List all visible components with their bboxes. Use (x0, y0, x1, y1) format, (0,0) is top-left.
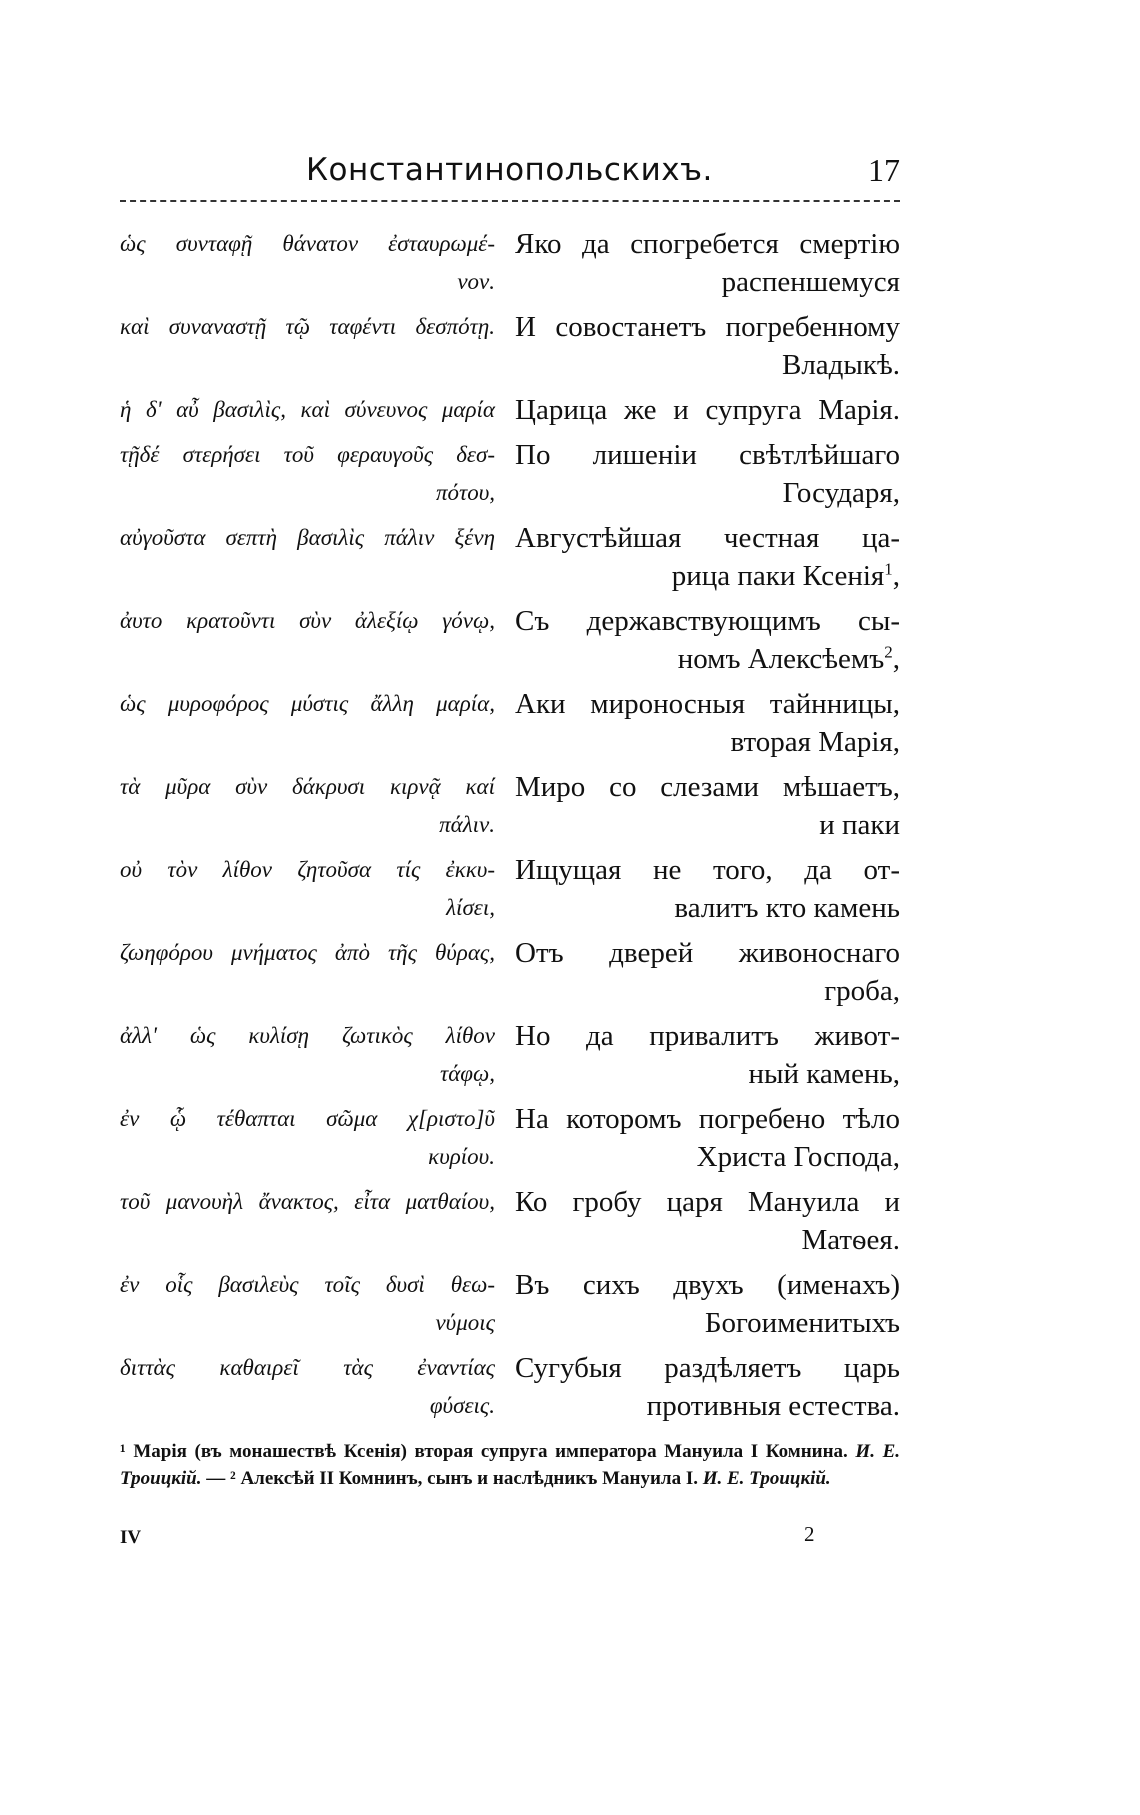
running-title: Константинопольскихъ. (306, 152, 713, 188)
text-row (120, 519, 900, 595)
greek-line: ἐν ᾧ τέθαπται σῶμα χ[ριστο]ῦ (120, 1106, 495, 1131)
slavonic-verse (515, 1017, 900, 1093)
slavonic-line-text: Ко гробу царя Мануила и (515, 1186, 900, 1218)
slavonic-line-text: Аки мироносныя тайнницы, (515, 688, 900, 720)
slavonic-line-text: Государя, (782, 477, 900, 509)
slavonic-line-text: Съ державствующимъ сы- (515, 605, 900, 637)
greek-line: φύσεις. (429, 1393, 495, 1418)
text-row (120, 851, 900, 927)
greek-verse (120, 602, 495, 678)
slavonic-line (515, 1020, 900, 1052)
footnote-1-attribution: И. Е. Троицкій. (120, 1441, 900, 1489)
slavonic-verse (515, 1183, 900, 1259)
slavonic-line (515, 311, 900, 343)
slavonic-line-text: номъ Алексѣемъ (677, 643, 885, 675)
text-row (120, 308, 900, 384)
sheet-number: 2 (804, 1522, 815, 1546)
footnotes (120, 1438, 900, 1492)
slavonic-line-text: Въ сихъ двухъ (именахъ) (515, 1269, 900, 1301)
slavonic-line (515, 806, 900, 844)
slavonic-line (515, 228, 900, 260)
greek-line: αὐγοῦστα σεπτὴ βασιλὶς πάλιν ξένη (120, 525, 495, 550)
slavonic-verse (515, 851, 900, 927)
slavonic-line (515, 889, 900, 927)
slavonic-line-text: Августѣйшая честная ца- (515, 522, 900, 554)
greek-line: νον. (457, 269, 495, 294)
greek-verse (120, 851, 495, 927)
slavonic-verse (515, 225, 900, 301)
greek-line: νύμοις (435, 1310, 495, 1335)
slavonic-verse (515, 391, 900, 429)
greek-line: πότου, (435, 480, 495, 505)
text-row (120, 391, 900, 429)
slavonic-line-text: и паки (819, 809, 900, 841)
footnote-2-attribution: И. Е. Троицкій. (702, 1468, 831, 1489)
slavonic-line-text: Миро со слезами мѣшаетъ, (515, 771, 900, 803)
slavonic-line (515, 854, 900, 886)
greek-line: ἀυτο κρατοῦντι σὺν ἀλεξίῳ γόνῳ, (120, 608, 495, 633)
slavonic-verse (515, 436, 900, 512)
slavonic-line-text: Царица же и супруга Марія. (515, 394, 900, 426)
slavonic-line (515, 972, 900, 1010)
slavonic-line (515, 557, 900, 595)
text-row (120, 1266, 900, 1342)
text-row (120, 436, 900, 512)
slavonic-line-text: вторая Марія, (730, 726, 900, 758)
greek-line: κυρίου. (428, 1144, 495, 1169)
slavonic-line (515, 1055, 900, 1093)
slavonic-line-text: Матѳея. (801, 1224, 900, 1256)
slavonic-verse (515, 602, 900, 678)
greek-verse (120, 1266, 495, 1342)
greek-verse (120, 685, 495, 761)
slavonic-verse (515, 1100, 900, 1176)
text-row (120, 1100, 900, 1176)
slavonic-line (515, 1103, 900, 1135)
footnote-separator: — (201, 1468, 230, 1489)
footnote-reference[interactable]: 1 (884, 559, 893, 579)
slavonic-line-text: рица паки Ксенія (671, 560, 885, 592)
slavonic-line (515, 394, 900, 426)
greek-line: οὐ τὸν λίθον ζητοῦσα τίς ἐκκυ- (120, 857, 495, 882)
greek-line: ὡς μυροφόρος μύστις ἄλλη μαρία, (120, 691, 495, 716)
slavonic-line (515, 474, 900, 512)
greek-verse (120, 519, 495, 595)
greek-verse (120, 1100, 495, 1176)
slavonic-line (515, 1269, 900, 1301)
slavonic-verse (515, 1266, 900, 1342)
slavonic-line (515, 937, 900, 969)
header-rule (120, 200, 900, 202)
text-row (120, 768, 900, 844)
slavonic-line (515, 1304, 900, 1342)
greek-verse (120, 225, 495, 301)
greek-verse (120, 1349, 495, 1425)
slavonic-line-text: Христа Господа, (696, 1141, 900, 1173)
slavonic-line-text: Богоименитыхъ (704, 1307, 900, 1339)
greek-line: τάφῳ, (439, 1061, 495, 1086)
greek-verse (120, 308, 495, 384)
running-head (120, 148, 900, 198)
slavonic-line-text: распеншемуся (721, 266, 900, 298)
punctuation: , (892, 643, 900, 675)
slavonic-line (515, 1387, 900, 1425)
greek-verse (120, 1183, 495, 1259)
slavonic-line-text: валитъ кто камень (674, 892, 900, 924)
slavonic-line (515, 640, 900, 678)
slavonic-line-text: ный камень, (748, 1058, 900, 1090)
slavonic-verse (515, 934, 900, 1010)
slavonic-line-text: Ищущая не того, да от- (515, 854, 900, 886)
greek-line: τοῦ μανουὴλ ἄνακτος, εἶτα ματθαίου, (120, 1189, 495, 1214)
slavonic-line (515, 723, 900, 761)
footnote-2-marker: ² (230, 1468, 236, 1489)
slavonic-line (515, 771, 900, 803)
footnote-1-marker: ¹ (120, 1441, 126, 1462)
greek-line: διττὰς καθαιρεῖ τὰς ἐναντίας (120, 1355, 495, 1380)
slavonic-verse (515, 308, 900, 384)
slavonic-line (515, 1352, 900, 1384)
text-row (120, 1183, 900, 1259)
greek-line: ζωηφόρου μνήματος ἀπὸ τῆς θύρας, (120, 940, 495, 965)
footnote-1-text: Марія (въ монашествѣ Ксенія) вторая супруга императора Мануила I Комнина. (125, 1441, 856, 1462)
greek-line: πάλιν. (439, 812, 495, 837)
text-row (120, 1017, 900, 1093)
slavonic-line-text: По лишеніи свѣтлѣйшаго (515, 439, 900, 471)
slavonic-verse (515, 685, 900, 761)
text-row (120, 685, 900, 761)
greek-line: ἀλλ' ὡς κυλίσῃ ζωτικὸς λίθον (120, 1023, 495, 1048)
slavonic-line-text: На которомъ погребено тѣло (515, 1103, 900, 1135)
slavonic-verse (515, 1349, 900, 1425)
footnote-2-text: Алексѣй II Комнинъ, сынъ и наслѣдникъ Мануила I. (235, 1468, 703, 1489)
greek-verse (120, 436, 495, 512)
slavonic-line-text: Владыкѣ. (781, 349, 900, 381)
slavonic-line (515, 522, 900, 554)
signature-mark: IV (120, 1527, 142, 1548)
punctuation: , (892, 560, 900, 592)
slavonic-line (515, 688, 900, 720)
greek-verse (120, 934, 495, 1010)
slavonic-line-text: Яко да спогребется смертію (515, 228, 900, 260)
slavonic-line (515, 1221, 900, 1259)
slavonic-line (515, 1186, 900, 1218)
page-number: 17 (868, 152, 900, 188)
greek-line: τῇδέ στερήσει τοῦ φεραυγοῦς δεσ- (120, 442, 495, 467)
slavonic-line (515, 439, 900, 471)
greek-line: λίσει, (446, 895, 495, 920)
slavonic-line (515, 605, 900, 637)
slavonic-line (515, 346, 900, 384)
slavonic-verse (515, 519, 900, 595)
parallel-text (120, 225, 900, 1432)
text-row (120, 1349, 900, 1425)
greek-line: ἡ δ' αὖ βασιλὶς, καὶ σύνευνος μαρία (120, 397, 495, 422)
slavonic-line-text: Отъ дверей живоноснаго (515, 937, 900, 969)
slavonic-line-text: Сугубыя раздѣляетъ царь (515, 1352, 900, 1384)
slavonic-verse (515, 768, 900, 844)
greek-line: καὶ συναναστῇ τῷ ταφέντι δεσπότῃ. (120, 314, 495, 339)
greek-verse (120, 1017, 495, 1093)
text-row (120, 225, 900, 301)
greek-verse (120, 768, 495, 844)
slavonic-line (515, 1138, 900, 1176)
text-row (120, 934, 900, 1010)
slavonic-line (515, 263, 900, 301)
greek-verse (120, 391, 495, 429)
slavonic-line-text: противныя естества. (646, 1390, 900, 1422)
text-row (120, 602, 900, 678)
slavonic-line-text: И совостанетъ погребенному (515, 311, 900, 343)
slavonic-line-text: Но да привалитъ живот- (515, 1020, 900, 1052)
greek-line: ἐν οἷς βασιλεὺς τοῖς δυσὶ θεω- (120, 1272, 495, 1297)
footnote-reference[interactable]: 2 (884, 642, 893, 662)
slavonic-line-text: гроба, (824, 975, 900, 1007)
greek-line: ὡς συνταφῇ θάνατον ἐσταυρωμέ- (120, 231, 495, 256)
greek-line: τὰ μῦρα σὺν δάκρυσι κιρνᾷ καί (120, 774, 495, 799)
